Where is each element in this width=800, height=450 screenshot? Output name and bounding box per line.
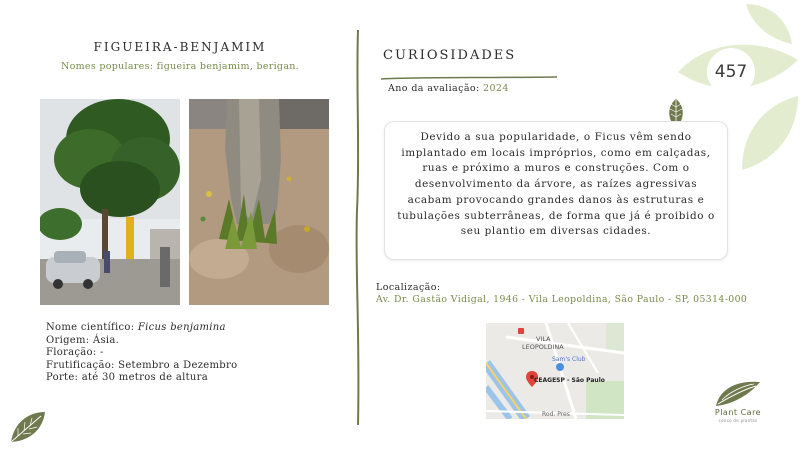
tree-number-badge: 457 <box>707 48 755 96</box>
logo-name: Plant Care <box>714 408 762 417</box>
fruiting-row: Frutificação: Setembro a Dezembro <box>46 359 238 371</box>
species-title: FIGUEIRA-BENJAMIM <box>93 40 267 54</box>
origin-row: Origem: Ásia. <box>46 334 120 346</box>
tree-photo <box>40 99 180 305</box>
size-row: Porte: até 30 metros de altura <box>46 372 208 384</box>
scientific-name-value: Ficus benjamina <box>137 322 226 333</box>
location-label: Localização: <box>376 282 441 293</box>
popular-names: Nomes populares: figueira benjamim, berigan. <box>60 61 300 72</box>
species-details <box>46 322 237 385</box>
leaf-icon <box>8 409 48 445</box>
map-road-label: Rod. Pres <box>542 411 570 418</box>
evaluation-year: Ano da avaliação: 2024 <box>388 83 509 94</box>
map-pin-label: CEAGESP - São Paulo <box>534 377 605 384</box>
map-place-label: Sam's Club <box>552 356 586 363</box>
column-divider <box>348 30 368 425</box>
location-map[interactable] <box>486 323 624 419</box>
trunk-photo <box>189 99 329 305</box>
curiosity-text: Devido a sua popularidade, o Ficus vêm sendo implantado em locais impróprios, como em calçadas, ruas e próximo a muros e construções. Com o desenvolvimento da árvore, as raízes agressivas acabam provocando grandes danos às estruturas e tubulações subterrâneas, de forma que já é proibido o seu plantio em diversas cidades. <box>397 131 715 238</box>
map-district-label-2: LEOPOLDINA <box>522 343 564 351</box>
flowering-row: Floração: - <box>46 347 104 359</box>
curiosities-title: CURIOSIDADES <box>383 48 517 63</box>
scientific-name-row: Nome científico: Ficus benjamina <box>46 322 226 333</box>
curiosity-card <box>384 121 728 260</box>
location-address[interactable]: Av. Dr. Gastão Vidigal, 1946 - Vila Leopoldina, São Paulo - SP, 05314-000 <box>376 294 748 305</box>
evaluation-year-value: 2024 <box>483 83 509 94</box>
map-district-label: VILA <box>536 335 551 343</box>
title-underline <box>381 66 557 72</box>
logo-tagline: censo de plantas <box>718 418 758 423</box>
